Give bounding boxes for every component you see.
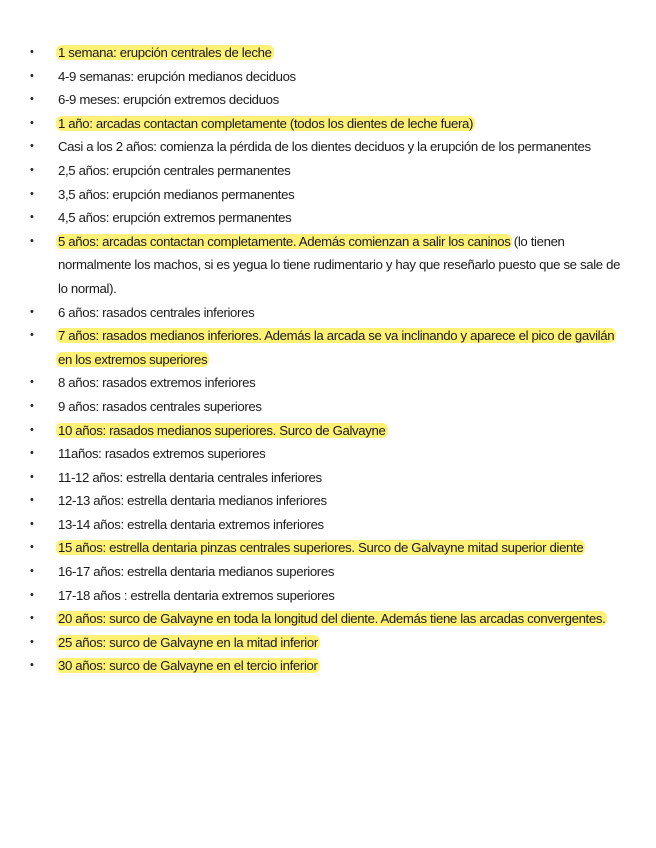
bullet-icon: • (30, 93, 34, 106)
bullet-icon: • (30, 612, 34, 625)
bullet-icon: • (30, 234, 34, 247)
item-text: 8 años: rasados extremos inferiores (58, 375, 256, 391)
list-item (0, 88, 656, 112)
highlighted-text: 15 años: estrella dentaria pinzas centrales superiores. Surco de Galvayne mitad superior diente (58, 540, 584, 556)
item-text: (lo tienen normalmente los machos, si es yegua lo tiene rudimentario y hay que reseñarlo puesto que se sale de lo normal). (58, 233, 621, 296)
list-item (0, 183, 656, 207)
list-item (0, 466, 656, 490)
bullet-icon: • (30, 517, 34, 530)
highlighted-text: 30 años: surco de Galvayne en el tercio inferior (58, 658, 318, 674)
item-text: 6-9 meses: erupción extremos deciduos (58, 92, 279, 108)
highlighted-text: 1 semana: erupción centrales de leche (58, 45, 272, 60)
item-text: 2,5 años: erupción centrales permanentes (58, 162, 291, 178)
bullet-icon: • (30, 376, 34, 389)
item-text: 16-17 años: estrella dentaria medianos superiores (58, 564, 335, 580)
list-item (0, 206, 656, 230)
item-text: 11años: rasados extremos superiores (58, 446, 266, 462)
bullet-icon: • (30, 211, 34, 224)
bullet-icon: • (30, 635, 34, 648)
list-item (0, 301, 656, 325)
item-text: 11-12 años: estrella dentaria centrales inferiores (58, 469, 322, 485)
highlighted-text: 1 año: arcadas contactan completamente (todos los dientes de leche fuera) (58, 115, 474, 131)
bullet-icon: • (30, 494, 34, 507)
list-item (0, 395, 656, 419)
bullet-icon: • (30, 329, 34, 342)
bullet-icon: • (30, 140, 34, 153)
bullet-icon: • (30, 187, 34, 200)
list-item (0, 513, 656, 537)
list-item (0, 159, 656, 183)
item-text: 13-14 años: estrella dentaria extremos inferiores (58, 516, 324, 532)
list-item (0, 135, 656, 159)
list-item (0, 442, 656, 466)
highlighted-text: 7 años: rasados medianos inferiores. Además la arcada se va inclinando y aparece el pico de gavilán en los extremos superiores (58, 328, 615, 367)
list-item (0, 489, 656, 513)
list-item (0, 324, 656, 371)
highlighted-text: 10 años: rasados medianos superiores. Surco de Galvayne (58, 422, 386, 438)
item-text: 3,5 años: erupción medianos permanentes (58, 186, 295, 202)
highlighted-text: 25 años: surco de Galvayne en la mitad inferior (58, 634, 318, 650)
document-page (0, 41, 656, 678)
highlighted-text: 5 años: arcadas contactan completamente. Además comienzan a salir los caninos (58, 233, 511, 249)
list-item (0, 560, 656, 584)
bullet-list (0, 41, 656, 678)
list-item (0, 631, 656, 655)
item-text: 17-18 años : estrella dentaria extremos superiores (58, 587, 335, 603)
highlighted-text: 20 años: surco de Galvayne en toda la longitud del diente. Además tiene las arcadas convergentes. (58, 611, 606, 627)
item-text: Casi a los 2 años: comienza la pérdida de los dientes deciduos y la erupción de los permanentes (58, 139, 591, 155)
list-item (0, 536, 656, 560)
bullet-icon: • (30, 163, 34, 176)
item-text: 4-9 semanas: erupción medianos deciduos (58, 68, 296, 84)
item-text: 4,5 años: erupción extremos permanentes (58, 210, 292, 226)
list-item (0, 584, 656, 608)
list-item (0, 371, 656, 395)
item-text: 9 años: rasados centrales superiores (58, 398, 262, 414)
item-text: 6 años: rasados centrales inferiores (58, 304, 255, 320)
bullet-icon: • (30, 659, 34, 672)
list-item (0, 654, 656, 678)
bullet-icon: • (30, 588, 34, 601)
bullet-icon: • (30, 46, 34, 58)
list-item (0, 230, 656, 301)
list-item (0, 607, 656, 631)
list-item (0, 112, 656, 136)
bullet-icon: • (30, 565, 34, 578)
bullet-icon: • (30, 305, 34, 318)
bullet-icon: • (30, 541, 34, 554)
item-text: 12-13 años: estrella dentaria medianos inferiores (58, 493, 327, 509)
bullet-icon: • (30, 399, 34, 412)
bullet-icon: • (30, 423, 34, 436)
bullet-icon: • (30, 470, 34, 483)
list-item (0, 41, 656, 65)
list-item (0, 65, 656, 89)
bullet-icon: • (30, 69, 34, 82)
bullet-icon: • (30, 116, 34, 129)
bullet-icon: • (30, 447, 34, 460)
list-item (0, 419, 656, 443)
